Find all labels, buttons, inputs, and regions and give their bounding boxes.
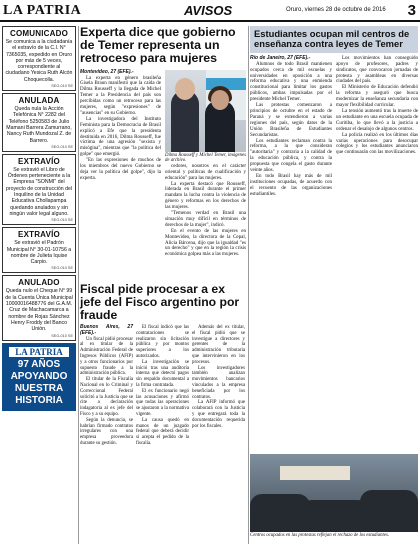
article-column — [165, 70, 246, 259]
article-columns — [80, 325, 246, 447]
article-column — [80, 325, 133, 447]
ad-title: ANULADO — [18, 278, 60, 288]
article-paragraph: Un fiscal pidió procesar al ex titular de la Administración Federal de Ingresos Públicos (AFIP) y a otros funcionarios por supuesto fraude a la administración pública. — [80, 336, 133, 377]
article-headline: Fiscal pide procesar a ex jefe del Fisco argentino por fraude — [80, 282, 240, 322]
article-temer-women — [80, 26, 246, 258]
article-paragraph: La investigadora del Instituto Feminista para la Democracia de Brasil explicó a Efe que la presidenta destituida en 2016, Dilma Rousseff, fue víctima de una agresión "sexista y misógina", mientras que "la política del golpe" que emergió. — [80, 116, 161, 158]
masthead — [0, 0, 420, 22]
ad-code: SEG-010 SE — [51, 333, 73, 338]
classifieds-column — [2, 26, 76, 544]
protest-banner — [280, 466, 350, 480]
article-headline: Estudiantes ocupan mil centros de enseñanza contra leyes de Temer — [250, 26, 418, 53]
article-paragraph: La AFIP informó que colaborará con la Justicia y que entregará toda la documentación requerida por los fiscales. — [192, 400, 245, 429]
article-paragraph: "En las expresiones de muchos de los miembros del nuevo Gobierno se deja ver la política del golpe", dijo la experta. — [80, 158, 161, 181]
ad-body: Se extravió el Padrón Municipal N° 30-01-10756 a nombre de Julieta Iquise Carpio. — [6, 240, 72, 266]
photo-figure-left-head — [175, 78, 195, 100]
article-column — [192, 325, 245, 447]
photo-figure-right-head — [211, 90, 229, 110]
promo-line: NUESTRA — [14, 382, 64, 394]
article-columns — [250, 56, 418, 198]
ad-code: SEG-010 SE — [51, 218, 73, 223]
photo-caption: Dilma Rousseff y Michel Temer, imágenes de archivo. — [165, 152, 246, 164]
article-columns — [80, 70, 246, 259]
article-paragraph: Las protestas comenzaron a principios de octubre en el estado de Paraná y se extendieron a varias regiones del país, según datos de la Unión Brasileña de Estudiantes Secundaristas. — [250, 103, 332, 138]
column-divider — [78, 26, 79, 544]
classified-ad — [2, 93, 76, 152]
article-paragraph: En todo Brasil hay más de mil instituciones ocupadas, de acuerdo con el recuento de las organizaciones estudiantiles. — [250, 173, 332, 197]
article-paragraph: Los investigadores también analizan movimientos bancarios vinculados a la empresa beneficiada por los contratos. — [192, 365, 245, 400]
article-paragraph: "Temenos verdad en Brasil una situación muy difícil en términos de derechos de la mujer", indicó. — [165, 211, 246, 228]
article-dateline: Río de Janeiro, 27 (EFE).- — [250, 54, 311, 61]
article-paragraph: La experta destacó que Rousseff, liderada en Brasil durante el primer mandato la lucha contra la violencia de género y reformas en los derechos de las mujeres. — [165, 181, 246, 211]
article-column — [336, 56, 418, 198]
ad-body: Se comunica a la ciudadanía el extravío de la C.I. N° 7365035, expedido en Oruro por más de 5 veces, correspondiente al ciudadano Yesica Ruth Alcón Choquecolla. — [5, 39, 73, 83]
ad-title: ANULADA — [18, 96, 60, 106]
article-paragraph: El ex funcionario negó las acusaciones y afirmó que todas las operaciones se ajustaron a la normativa vigente. — [136, 388, 189, 417]
article-paragraph: cedores, nosotros en el carácter oriental y políticas de cualificación y educación" para las mujeres. — [165, 163, 246, 181]
article-paragraph: Según la denuncia, se habrían firmado contratos irregulares con una empresa proveedora durante su gestión. — [80, 417, 133, 446]
article-paragraph: Los movimientos han conseguido apoyo de profesores, padres y sindicatos, que convocaron jornadas de protesta y asambleas en diversas ciudades del país. — [336, 55, 418, 85]
ad-code: SEG-010 SE — [51, 266, 73, 271]
article-dateline: Montevideo, 27 (EFE).- — [80, 68, 134, 75]
promo-line: HISTORIA — [15, 394, 63, 406]
promo-brand: LA PATRIA — [9, 347, 69, 357]
article-paragraph: El Ministerio de Educación defendió la reforma y aseguró que busca modernizar la enseñanza secundaria con mayor flexibilidad curricular. — [336, 85, 418, 109]
article-students-protest — [250, 26, 418, 198]
article-column — [250, 56, 332, 198]
promo-line: APOYANDO — [10, 370, 68, 382]
article-column — [80, 70, 161, 259]
ad-code: SEG-010 SE — [51, 84, 73, 89]
article-headline: Experta dice que gobierno de Temer representa un retroceso para mujeres — [80, 25, 236, 66]
anniversary-promo — [2, 343, 76, 411]
article-paragraph: La causa quedó en manos de un juzgado federal que deberá decidir si acepta el pedido de la fiscalía. — [136, 417, 189, 446]
article-paragraph: El titular de la Fiscalía Nacional en lo Criminal y Correccional Federal solicitó a la Justicia que se cite a declaración indagatoria al ex jefe del Fisco y a su equipo. — [80, 377, 133, 417]
protest-photo-caption: Centros ocupados en las protestas reflejan el rechazo de los estudiantes. — [250, 533, 390, 538]
column-divider — [248, 26, 249, 544]
issue-date: Oruro, viernes 28 de octubre de 2016 — [286, 7, 386, 13]
article-paragraph: Además del ex titular, el fiscal pidió que se investigue a directores y gerentes de la administración tributaria que intervinieron en los procesos. — [192, 325, 245, 365]
protest-photo — [250, 454, 418, 532]
classified-ad — [2, 227, 76, 273]
article-column — [136, 325, 189, 447]
ad-body: Queda nula la Acción Telefónica N° 2282 del Teléfono 5250583 de Julio Mamani Barrera Zamurrano, Nancy Ruth Mundozal Z. de Barrero. — [6, 106, 72, 144]
ad-code: SEG-010 SE — [51, 144, 73, 149]
ad-body: Se extravió el Libro de Órdenes perteneciente a la Empresa "SONMI" del proyecto de construcción del Inquilino de la Unidad Educativa Chollapampa quedando anulados y sin ningún valor legal alguno. — [5, 166, 73, 217]
article-paragraph: Alumnos de todo Brasil mantienen ocupados cerca de mil escuelas y universidades en oposición a una reforma educativa y una enmienda constitucional para limitar los gastos públicos, ambas impulsadas por el presidente Michel Temer. — [250, 61, 332, 103]
classified-ad — [2, 275, 76, 340]
article-paragraph: En el evento de las mujeres en Montevideo, la directora de la Cepal, Alicia Bárcena, dijo que la igualdad "es un derecho" y que en la región la crisis económica golpea más a las mujeres. — [165, 228, 246, 258]
ad-title: EXTRAVÍO — [18, 230, 60, 240]
newspaper-brand: LA PATRIA — [3, 3, 82, 18]
article-dateline: Buenos Aires, 27 (EFE).- — [80, 324, 133, 336]
article-paragraph: La policía realizó en los últimos días varias operaciones para desocupar colegios y los estudiantes anunciaron que continuarán con las movilizaciones. — [336, 132, 418, 156]
article-paragraph: Los estudiantes reclaman contra la reforma, a la que consideran "autoritaria" y contraria a la calidad de la educación pública, y contra la propuesta que congela el gasto durante veinte años. — [250, 138, 332, 174]
page-number: 3 — [407, 2, 416, 19]
protest-crowd — [360, 490, 418, 532]
section-title: AVISOS — [184, 3, 233, 18]
article-photo — [165, 70, 246, 152]
ad-body: Queda nulo el Cheque N° 99 de la Cuenta Única Municipal 10000016488776 del G.A.M. Cruz de Machacamarca a nombre de Rojas Sánchez Henry Froddy del Banco Unión. — [5, 288, 73, 333]
article-argentina-fraud — [80, 283, 246, 447]
promo-line: 97 AÑOS — [17, 358, 61, 370]
ad-title: EXTRAVÍO — [18, 156, 60, 166]
article-paragraph: La experta en género brasileña Gisela Braun manifestó que la caída de Dilma Rousseff y la llegada de Michel Temer a la Presidencia del país son percibidas como un retroceso para las mujeres, según "expresiones" de "ausencias" en su Gobierno. — [80, 75, 161, 116]
classified-ad — [2, 154, 76, 225]
article-paragraph: La investigación se inició tras una auditoría interna que detectó pagos sin respaldo documental a la firma contratada. — [136, 359, 189, 388]
article-paragraph: La tensión aumentó tras la muerte de un estudiante en una escuela ocupada de Curitiba, lo que llevó a la justicia a ordenar el desalojo de algunos centros. — [336, 108, 418, 132]
article-paragraph: El fiscal indicó que las contrataciones se realizaron sin licitación pública y por montos superiores a los autorizados. — [136, 325, 189, 359]
ad-title: COMUNICADO — [10, 29, 68, 38]
classified-ad — [2, 26, 76, 91]
